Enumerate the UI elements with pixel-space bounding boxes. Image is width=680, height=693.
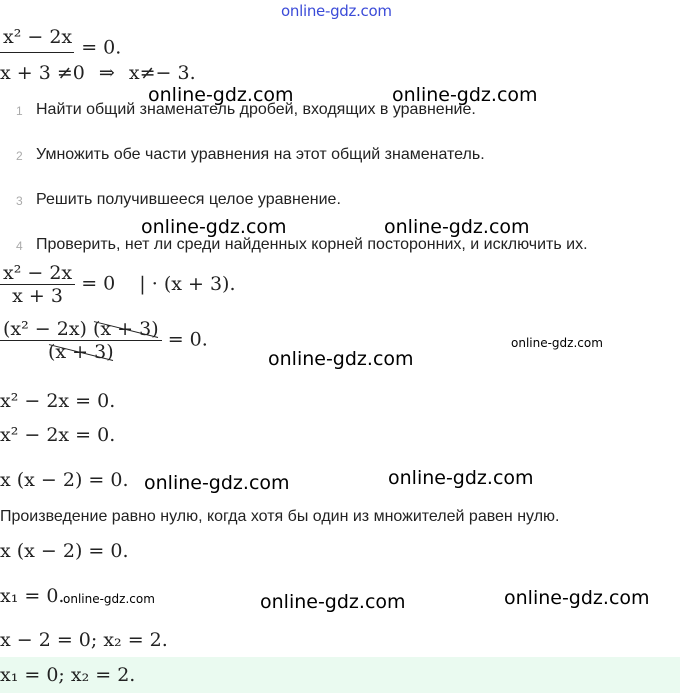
eq2-denominator xyxy=(0,340,162,363)
eq2-fraction xyxy=(0,318,162,363)
equation-4: x² − 2x = 0. xyxy=(0,424,116,446)
watermark: online-gdz.com xyxy=(504,587,650,609)
cond-zero: 0 xyxy=(72,62,85,84)
watermark: online-gdz.com xyxy=(141,216,287,238)
step-number: 1 xyxy=(16,104,23,118)
cond-rest: − 3. xyxy=(155,62,196,84)
implies-symbol: ⇒ xyxy=(98,62,115,84)
watermark-small: online-gdz.com xyxy=(63,592,155,606)
cond-ne: ≠ xyxy=(56,62,73,84)
eq2-numerator-a: (x² − 2x) xyxy=(3,318,87,340)
eq2-numerator xyxy=(0,318,162,340)
watermark-top: online-gdz.com xyxy=(281,2,392,20)
cond-ne-2: ≠ xyxy=(139,62,156,84)
equation-2 xyxy=(0,318,208,363)
step-text: Решить получившееся целое уравнение. xyxy=(36,191,341,208)
cond-left: x + 3 xyxy=(0,62,51,84)
watermark: online-gdz.com xyxy=(392,84,538,106)
eq2-denominator-cancelled: (x + 3) xyxy=(48,341,114,363)
watermark: online-gdz.com xyxy=(268,348,414,370)
step-text: Проверить, нет ли среди найденных корней посторонних, и исключить их. xyxy=(36,236,588,253)
step-number: 2 xyxy=(16,149,23,163)
step-text: Умножить обе части уравнения на этот общий знаменатель. xyxy=(36,146,485,163)
eq2-numerator-cancelled: (x + 3) xyxy=(93,318,159,340)
header-fraction-bar xyxy=(0,52,74,53)
step-text: Найти общий знаменатель дробей, входящих в уравнение. xyxy=(36,101,476,118)
equation-3: x² − 2x = 0. xyxy=(0,390,116,412)
header-condition xyxy=(0,62,196,84)
answer: x₁ = 0; x₂ = 2. xyxy=(0,664,136,686)
root-1: x₁ = 0. xyxy=(0,585,65,607)
equation-1 xyxy=(0,262,235,307)
cond-x: x xyxy=(128,62,140,84)
eq2-rhs: = 0. xyxy=(167,328,208,351)
step-number: 4 xyxy=(16,239,23,253)
header-rhs: = 0. xyxy=(81,36,122,59)
watermark: online-gdz.com xyxy=(144,472,290,494)
watermark: online-gdz.com xyxy=(388,467,534,489)
header-numerator: x² − 2x xyxy=(3,26,73,48)
equation-5: x (x − 2) = 0. xyxy=(0,469,129,491)
equation-7: x − 2 = 0; x₂ = 2. xyxy=(0,629,168,651)
eq1-multiplier: | · (x + 3). xyxy=(139,272,236,295)
eq1-denominator: x + 3 xyxy=(0,284,75,307)
rule-text: Произведение равно нулю, когда хотя бы один из множителей равен нулю. xyxy=(0,508,560,525)
watermark: online-gdz.com xyxy=(148,84,294,106)
equation-6: x (x − 2) = 0. xyxy=(0,540,129,562)
watermark-small: online-gdz.com xyxy=(511,336,603,350)
eq1-fraction xyxy=(0,262,75,307)
eq1-rhs: = 0 xyxy=(81,272,116,295)
step-number: 3 xyxy=(16,194,23,208)
watermark: online-gdz.com xyxy=(384,216,530,238)
watermark: online-gdz.com xyxy=(260,591,406,613)
eq1-numerator: x² − 2x xyxy=(3,262,73,284)
